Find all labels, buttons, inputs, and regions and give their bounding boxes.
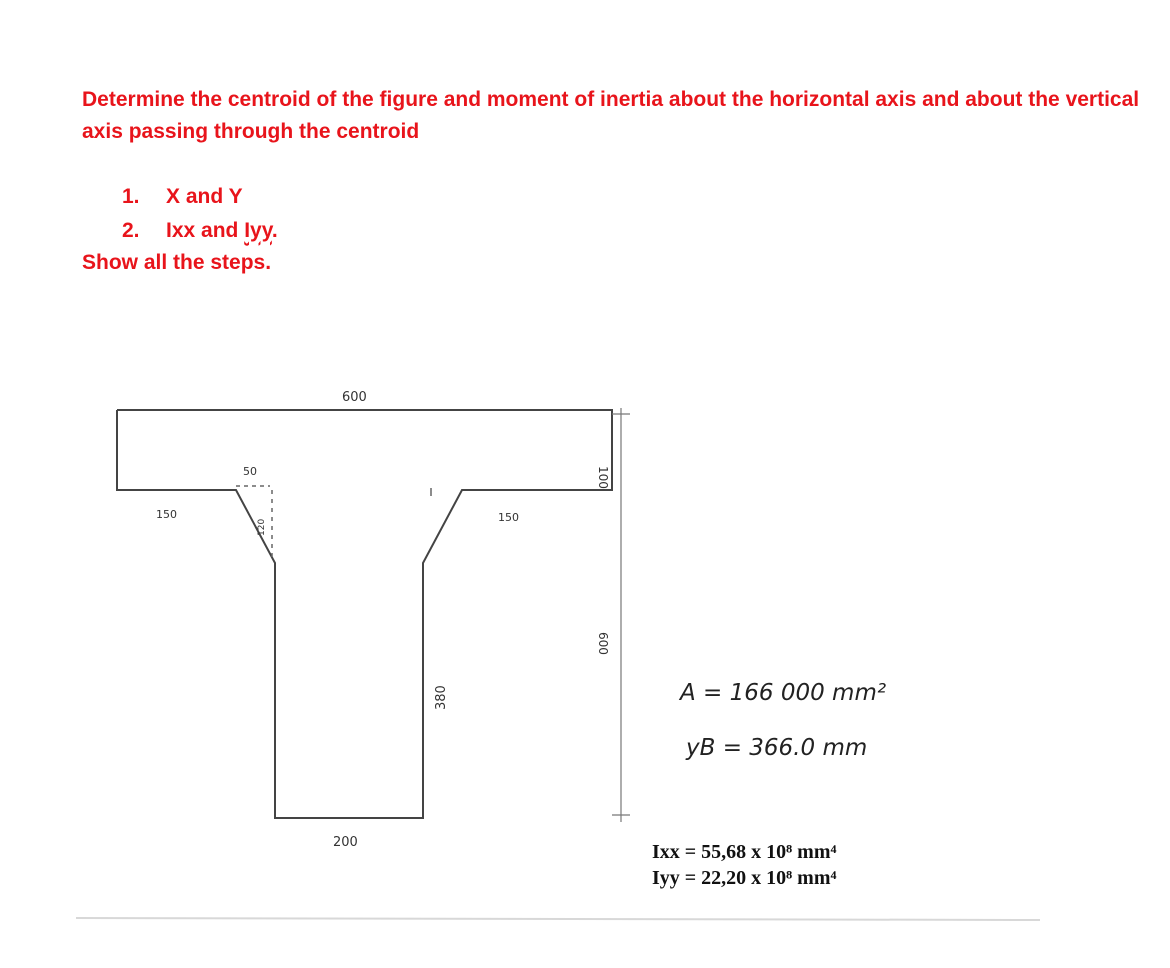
bottom-rule (76, 918, 1040, 920)
instruction-text: Show all the steps. (82, 251, 272, 274)
web-height-label: 380 (434, 685, 449, 710)
flange-depth-label: 100 (596, 466, 610, 489)
step-text: X and Y (166, 185, 243, 208)
bottom-width-label: 200 (333, 835, 358, 850)
step-number: 2. (122, 219, 140, 242)
right-overhang-label: 150 (498, 511, 519, 524)
step-text: Ixx and (166, 219, 245, 242)
t-section-outline (117, 410, 612, 818)
haunch-width-label: 50 (243, 465, 257, 478)
ixx-answer: Ixx = 55,68 x 10⁸ mm⁴ (652, 841, 837, 863)
step-number: 1. (122, 185, 140, 208)
area-answer: A = 166 000 mm² (680, 680, 887, 706)
top-width-label: 600 (342, 390, 367, 405)
haunch-depth-label: 120 (257, 518, 267, 536)
yb-answer: yB = 366.0 mm (686, 735, 868, 761)
step-text-end: . (271, 219, 278, 242)
iyy-answer: Iyy = 22,20 x 10⁸ mm⁴ (652, 867, 837, 889)
problem-prompt: Determine the centroid of the figure and moment of inertia about the horizontal axis and about the vertical axis passing through the centroid (82, 88, 1140, 143)
left-overhang-label: 150 (156, 508, 177, 521)
overall-height-label: 600 (596, 632, 610, 655)
step-text-corrected: Iyy (244, 219, 272, 242)
